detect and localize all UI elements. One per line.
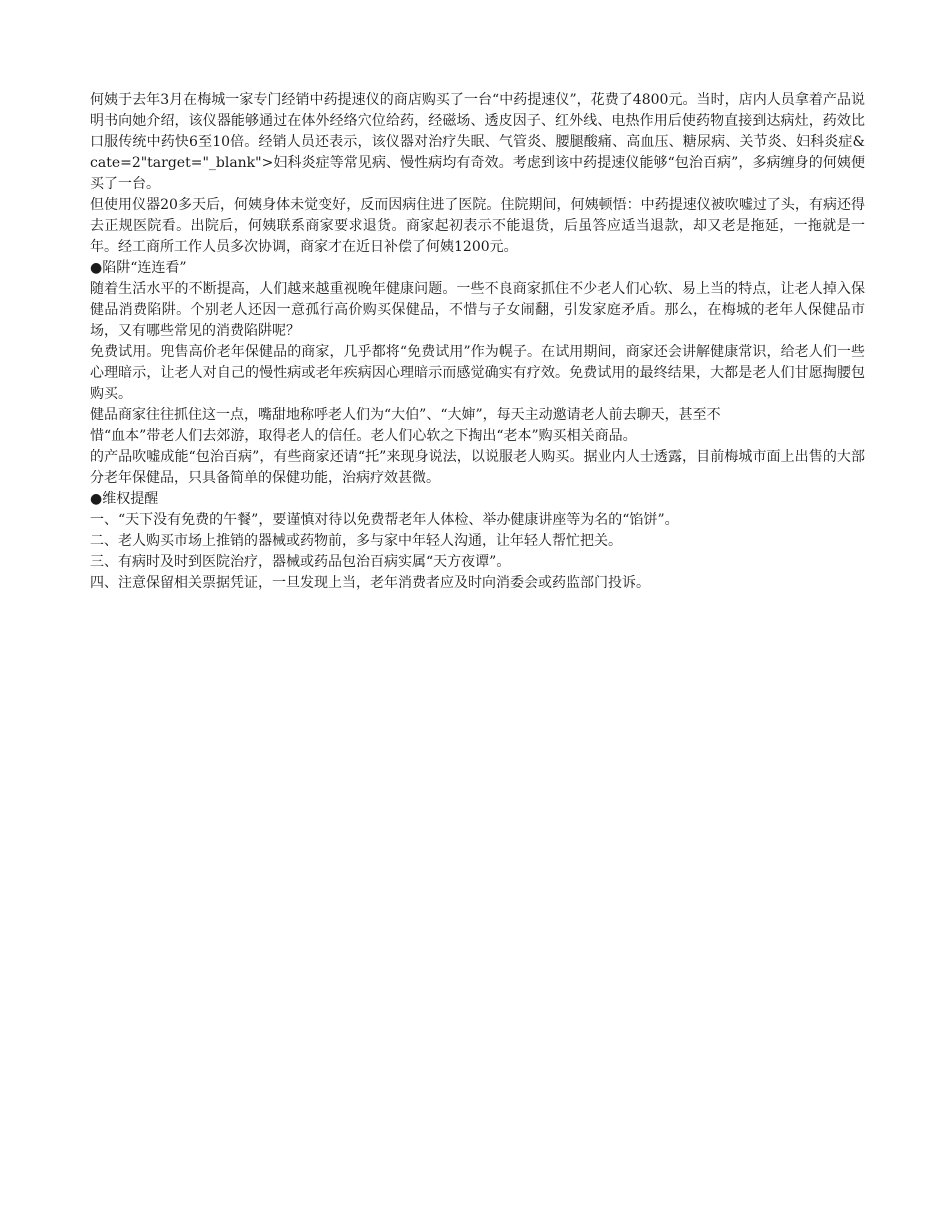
paragraph-story-outcome: 但使用仪器20多天后，何姨身体未觉变好，反而因病住进了医院。住院期间，何姨顿悟：中药提速仪被吹嘘过了头，有病还得去正规医院看。出院后，何姨联系商家要求退货。商家起初表示不能退货，后虽答应适当退款，却又老是拖延，一拖就是一年。经工商所工作人员多次协调，商家才在近日补偿了何姨1200元。 — [90, 197, 865, 255]
tip-item-1: 一、“天下没有免费的午餐”，要谨慎对待以免费帮老年人体检、举办健康讲座等为名的“馅饼”。 — [90, 512, 679, 528]
paragraph-exaggeration: 的产品吹嘘成能“包治百病”，有些商家还请“托”来现身说法，以说服老人购买。据业内人士透露，目前梅城市面上出售的大部分老年保健品，只具备简单的保健功能，治病疗效甚微。 — [90, 449, 865, 486]
paragraph-traps-intro: 随着生活水平的不断提高，人们越来越重视晚年健康问题。一些不良商家抓住不少老人们心软、易上当的特点，让老人掉入保健品消费陷阱。个别老人还因一意孤行高价购买保健品，不惜与子女闹翻，引发家庭矛盾。那么，在梅城的老年人保健品市场，又有哪些常见的消费陷阱呢？ — [90, 281, 865, 339]
tip-item-3: 三、有病时及时到医院治疗，器械或药品包治百病实属“天方夜谭”。 — [90, 554, 511, 570]
paragraph-story-intro: 何姨于去年3月在梅城一家专门经销中药提速仪的商店购买了一台“中药提速仪”，花费了4800元。当时，店内人员拿着产品说明书向她介绍，该仪器能够通过在体外经络穴位给药，经磁场、透皮因子、红外线、电热作用后使药物直接到达病灶，药效比口服传统中药快6至10倍。经销人员还表示，该仪器对治疗失眠、气管炎、腰腿酸痛、高血压、糖尿病、关节炎、妇科炎症&cate=2"target="_blank">妇科炎症等常见病、慢性病均有奇效。考虑到该中药提速仪能够“包治百病”，多病缠身的何姨便买了一台。 — [90, 92, 865, 192]
article-body — [90, 90, 865, 594]
paragraph-free-trial: 免费试用。兜售高价老年保健品的商家，几乎都将“免费试用”作为幌子。在试用期间，商家还会讲解健康常识，给老人们一些心理暗示，让老人对自己的慢性病或老年疾病因心理暗示而感觉确实有疗效。免费试用的最终结果，大都是老人们甘愿掏腰包购买。 — [90, 344, 865, 402]
section-heading-rights: ●维权提醒 — [90, 491, 159, 507]
tip-item-4: 四、注意保留相关票据凭证，一旦发现上当，老年消费者应及时向消委会或药监部门投诉。 — [90, 575, 650, 591]
paragraph-affection-line-1: 健品商家往往抓住这一点，嘴甜地称呼老人们为“大伯”、“大婶”，每天主动邀请老人前去聊天，甚至不 — [90, 407, 721, 423]
tip-item-2: 二、老人购买市场上推销的器械或药物前，多与家中年轻人沟通，让年轻人帮忙把关。 — [90, 533, 622, 549]
paragraph-affection-line-2: 惜“血本”带老人们去郊游，取得老人的信任。老人们心软之下掏出“老本”购买相关商品。 — [90, 428, 637, 444]
section-heading-traps: ●陷阱“连连看” — [90, 260, 187, 276]
